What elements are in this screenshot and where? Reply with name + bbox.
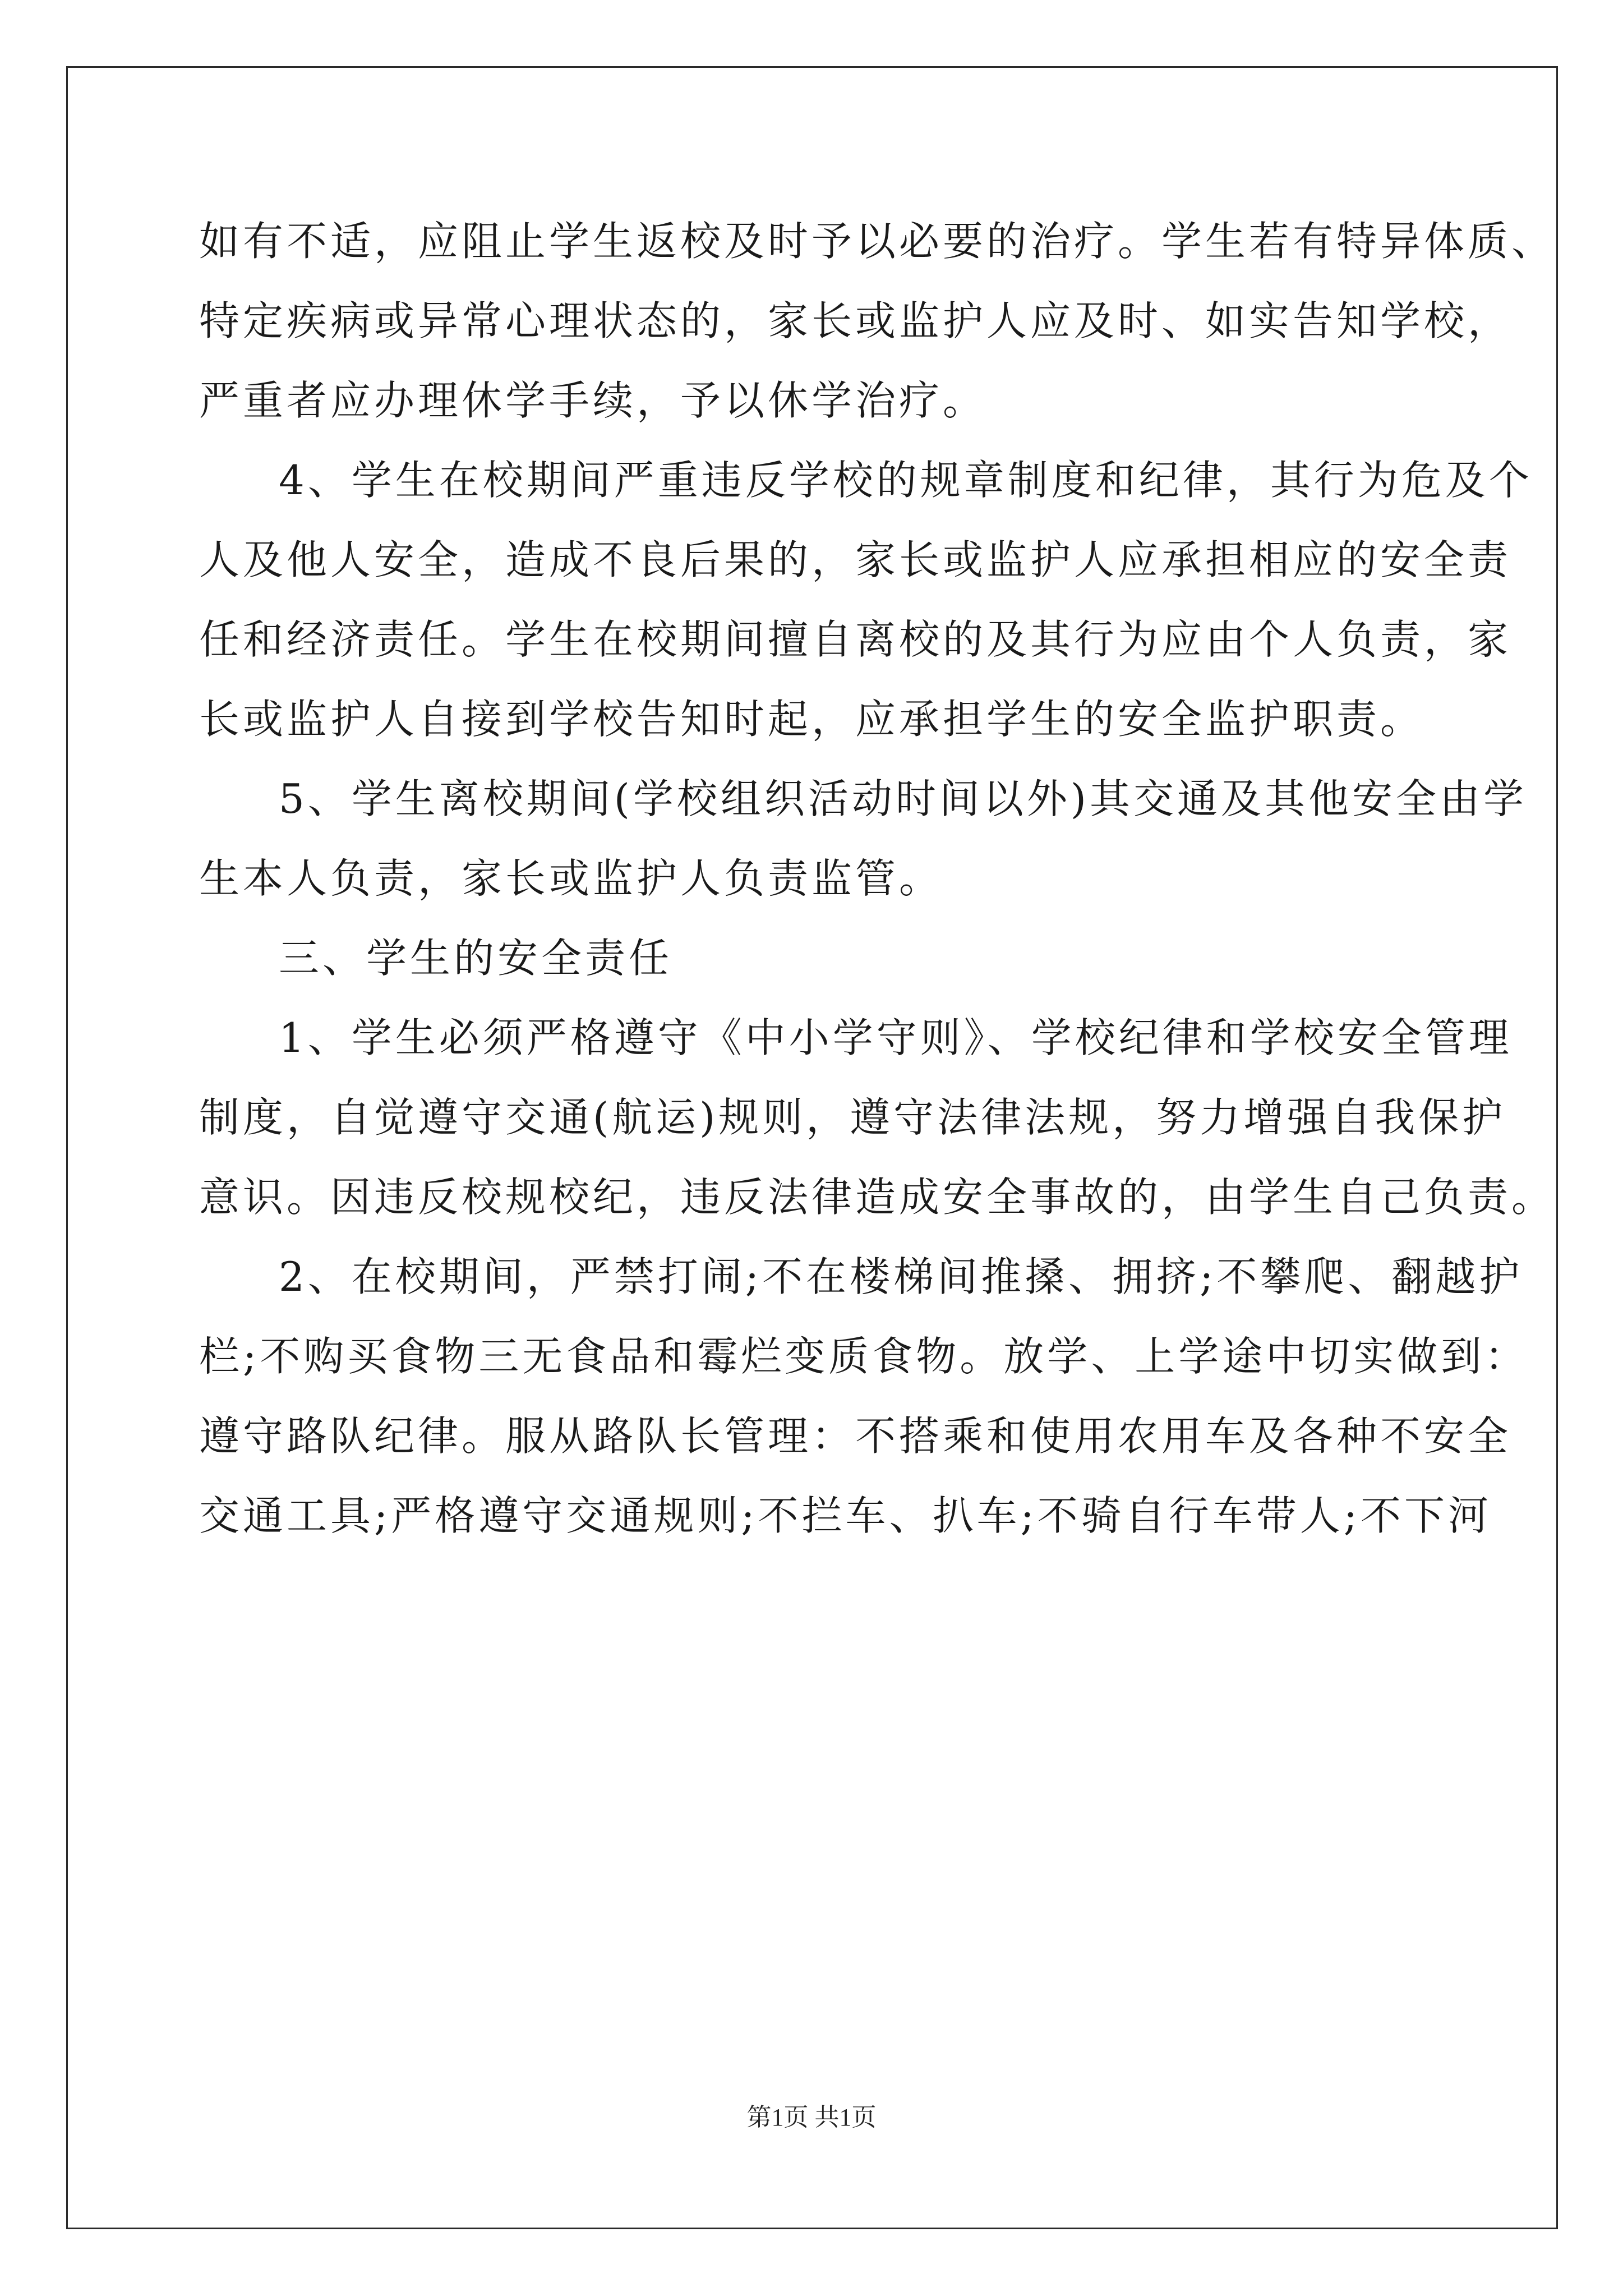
text-line: 栏;不购买食物三无食品和霉烂变质食物。放学、上学途中切实做到：	[199, 1333, 1529, 1380]
text-line: 生本人负责，家长或监护人负责监管。	[199, 855, 943, 902]
page-number: 第1页 共1页	[746, 2104, 877, 2131]
text-line: 交通工具;严格遵守交通规则;不拦车、扒车;不骑自行车带人;不下河	[199, 1492, 1492, 1539]
section-heading: 三、学生的安全责任	[279, 935, 673, 982]
text-line: 严重者应办理休学手续，予以休学治疗。	[199, 377, 987, 424]
text-line: 4、学生在校期间严重违反学校的规章制度和纪律，其行为危及个	[279, 457, 1533, 504]
text-line: 如有不适，应阻止学生返校及时予以必要的治疗。学生若有特异体质、	[199, 218, 1556, 265]
text-line: 长或监护人自接到学校告知时起，应承担学生的安全监护职责。	[199, 696, 1424, 743]
text-line: 遵守路队纪律。服从路队长管理：不搭乘和使用农用车及各种不安全	[199, 1412, 1512, 1460]
text-line: 任和经济责任。学生在校期间擅自离校的及其行为应由个人负责，家	[199, 616, 1512, 663]
text-line: 5、学生离校期间(学校组织活动时间以外)其交通及其他安全由学	[279, 775, 1527, 822]
text-line: 1、学生必须严格遵守《中小学守则》、学校纪律和学校安全管理	[279, 1014, 1513, 1061]
text-line: 人及他人安全，造成不良后果的，家长或监护人应承担相应的安全责	[199, 536, 1512, 583]
text-line: 制度，自觉遵守交通(航运)规则，遵守法律法规，努力增强自我保护	[199, 1094, 1506, 1141]
text-line: 意识。因违反校规校纪，违反法律造成安全事故的，由学生自己负责。	[199, 1174, 1556, 1221]
text-line: 特定疾病或异常心理状态的，家长或监护人应及时、如实告知学校，	[199, 297, 1512, 344]
text-line: 2、在校期间，严禁打闹;不在楼梯间推搡、拥挤;不攀爬、翻越护	[279, 1253, 1523, 1300]
